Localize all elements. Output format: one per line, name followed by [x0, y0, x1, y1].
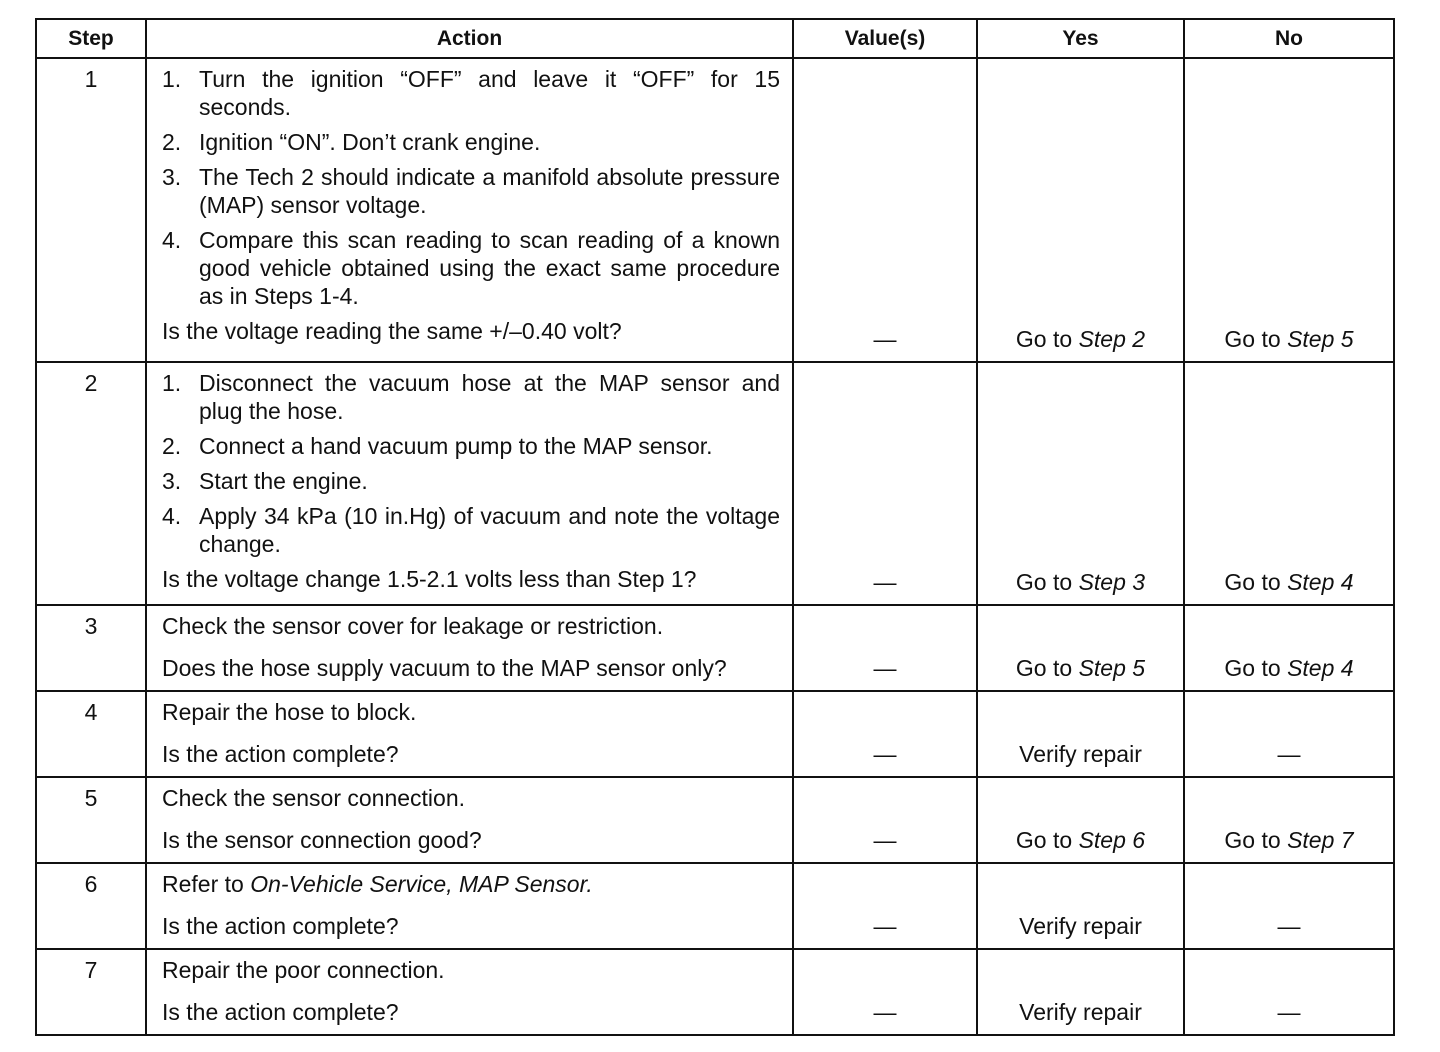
value-cell: —: [793, 691, 977, 777]
table-row: [36, 949, 1394, 1035]
action-cell: [146, 691, 793, 777]
value-cell: —: [793, 949, 977, 1035]
header-action: Action: [146, 19, 793, 58]
action-question: Is the voltage reading the same +/–0.40 volt?: [162, 318, 622, 344]
action-question: Is the action complete?: [162, 741, 399, 767]
value-cell: —: [793, 863, 977, 949]
action-steps: [162, 65, 780, 310]
no-cell: Go to Step 7: [1184, 777, 1394, 863]
no-cell: Go to Step 4: [1184, 362, 1394, 605]
action-text: Repair the hose to block.: [162, 699, 417, 725]
action-step: 4. Apply 34 kPa (10 in.Hg) of vacuum and note the voltage change.: [162, 503, 780, 557]
header-row: [36, 19, 1394, 58]
step-number: 5: [36, 777, 146, 863]
action-question: Is the voltage change 1.5-2.1 volts less than Step 1?: [162, 566, 697, 592]
action-cell: [146, 605, 793, 691]
no-cell: —: [1184, 691, 1394, 777]
action-step: 3. The Tech 2 should indicate a manifold absolute pressure (MAP) sensor voltage.: [162, 164, 780, 218]
value-cell: —: [793, 777, 977, 863]
value-cell: —: [793, 362, 977, 605]
action-reference: On-Vehicle Service, MAP Sensor.: [250, 871, 593, 897]
table-row: [36, 691, 1394, 777]
action-steps: [162, 369, 780, 558]
action-text: Check the sensor cover for leakage or restriction.: [162, 613, 664, 639]
step-number: 1: [36, 58, 146, 362]
yes-cell: Verify repair: [977, 691, 1184, 777]
yes-cell: Verify repair: [977, 949, 1184, 1035]
action-cell: [146, 777, 793, 863]
step-number: 3: [36, 605, 146, 691]
action-text: Repair the poor connection.: [162, 957, 445, 983]
yes-cell: Go to Step 3: [977, 362, 1184, 605]
no-cell: Go to Step 5: [1184, 58, 1394, 362]
yes-cell: Go to Step 6: [977, 777, 1184, 863]
step-number: 2: [36, 362, 146, 605]
header-step: Step: [36, 19, 146, 58]
action-text: Refer to On-Vehicle Service, MAP Sensor.: [162, 871, 593, 897]
header-yes: Yes: [977, 19, 1184, 58]
action-cell: [146, 949, 793, 1035]
table-row: [36, 777, 1394, 863]
step-number: 6: [36, 863, 146, 949]
action-question: Is the sensor connection good?: [162, 827, 482, 853]
no-cell: Go to Step 4: [1184, 605, 1394, 691]
table-row: [36, 58, 1394, 362]
action-question: Is the action complete?: [162, 913, 399, 939]
action-step: 4. Compare this scan reading to scan reading of a known good vehicle obtained using the exact same procedure as in Steps 1-4.: [162, 227, 780, 309]
action-text: Check the sensor connection.: [162, 785, 466, 811]
no-cell: —: [1184, 949, 1394, 1035]
header-no: No: [1184, 19, 1394, 58]
action-cell: [146, 362, 793, 605]
diagnostic-table: [35, 18, 1395, 1036]
action-question: Is the action complete?: [162, 999, 399, 1025]
action-step: 1. Disconnect the vacuum hose at the MAP sensor and plug the hose.: [162, 370, 780, 424]
yes-cell: Verify repair: [977, 863, 1184, 949]
table-row: [36, 863, 1394, 949]
step-number: 7: [36, 949, 146, 1035]
yes-cell: Go to Step 5: [977, 605, 1184, 691]
action-step: 2. Connect a hand vacuum pump to the MAP sensor.: [162, 433, 713, 459]
action-step: 3. Start the engine.: [162, 468, 368, 494]
yes-cell: Go to Step 2: [977, 58, 1184, 362]
value-cell: —: [793, 605, 977, 691]
value-cell: —: [793, 58, 977, 362]
action-step: 2. Ignition “ON”. Don’t crank engine.: [162, 129, 541, 155]
no-cell: —: [1184, 863, 1394, 949]
header-values: Value(s): [793, 19, 977, 58]
action-cell: [146, 58, 793, 362]
action-cell: [146, 863, 793, 949]
table-row: [36, 362, 1394, 605]
table-row: [36, 605, 1394, 691]
action-step: 1. Turn the ignition “OFF” and leave it “OFF” for 15 seconds.: [162, 66, 780, 120]
step-number: 4: [36, 691, 146, 777]
action-question: Does the hose supply vacuum to the MAP sensor only?: [162, 655, 727, 681]
